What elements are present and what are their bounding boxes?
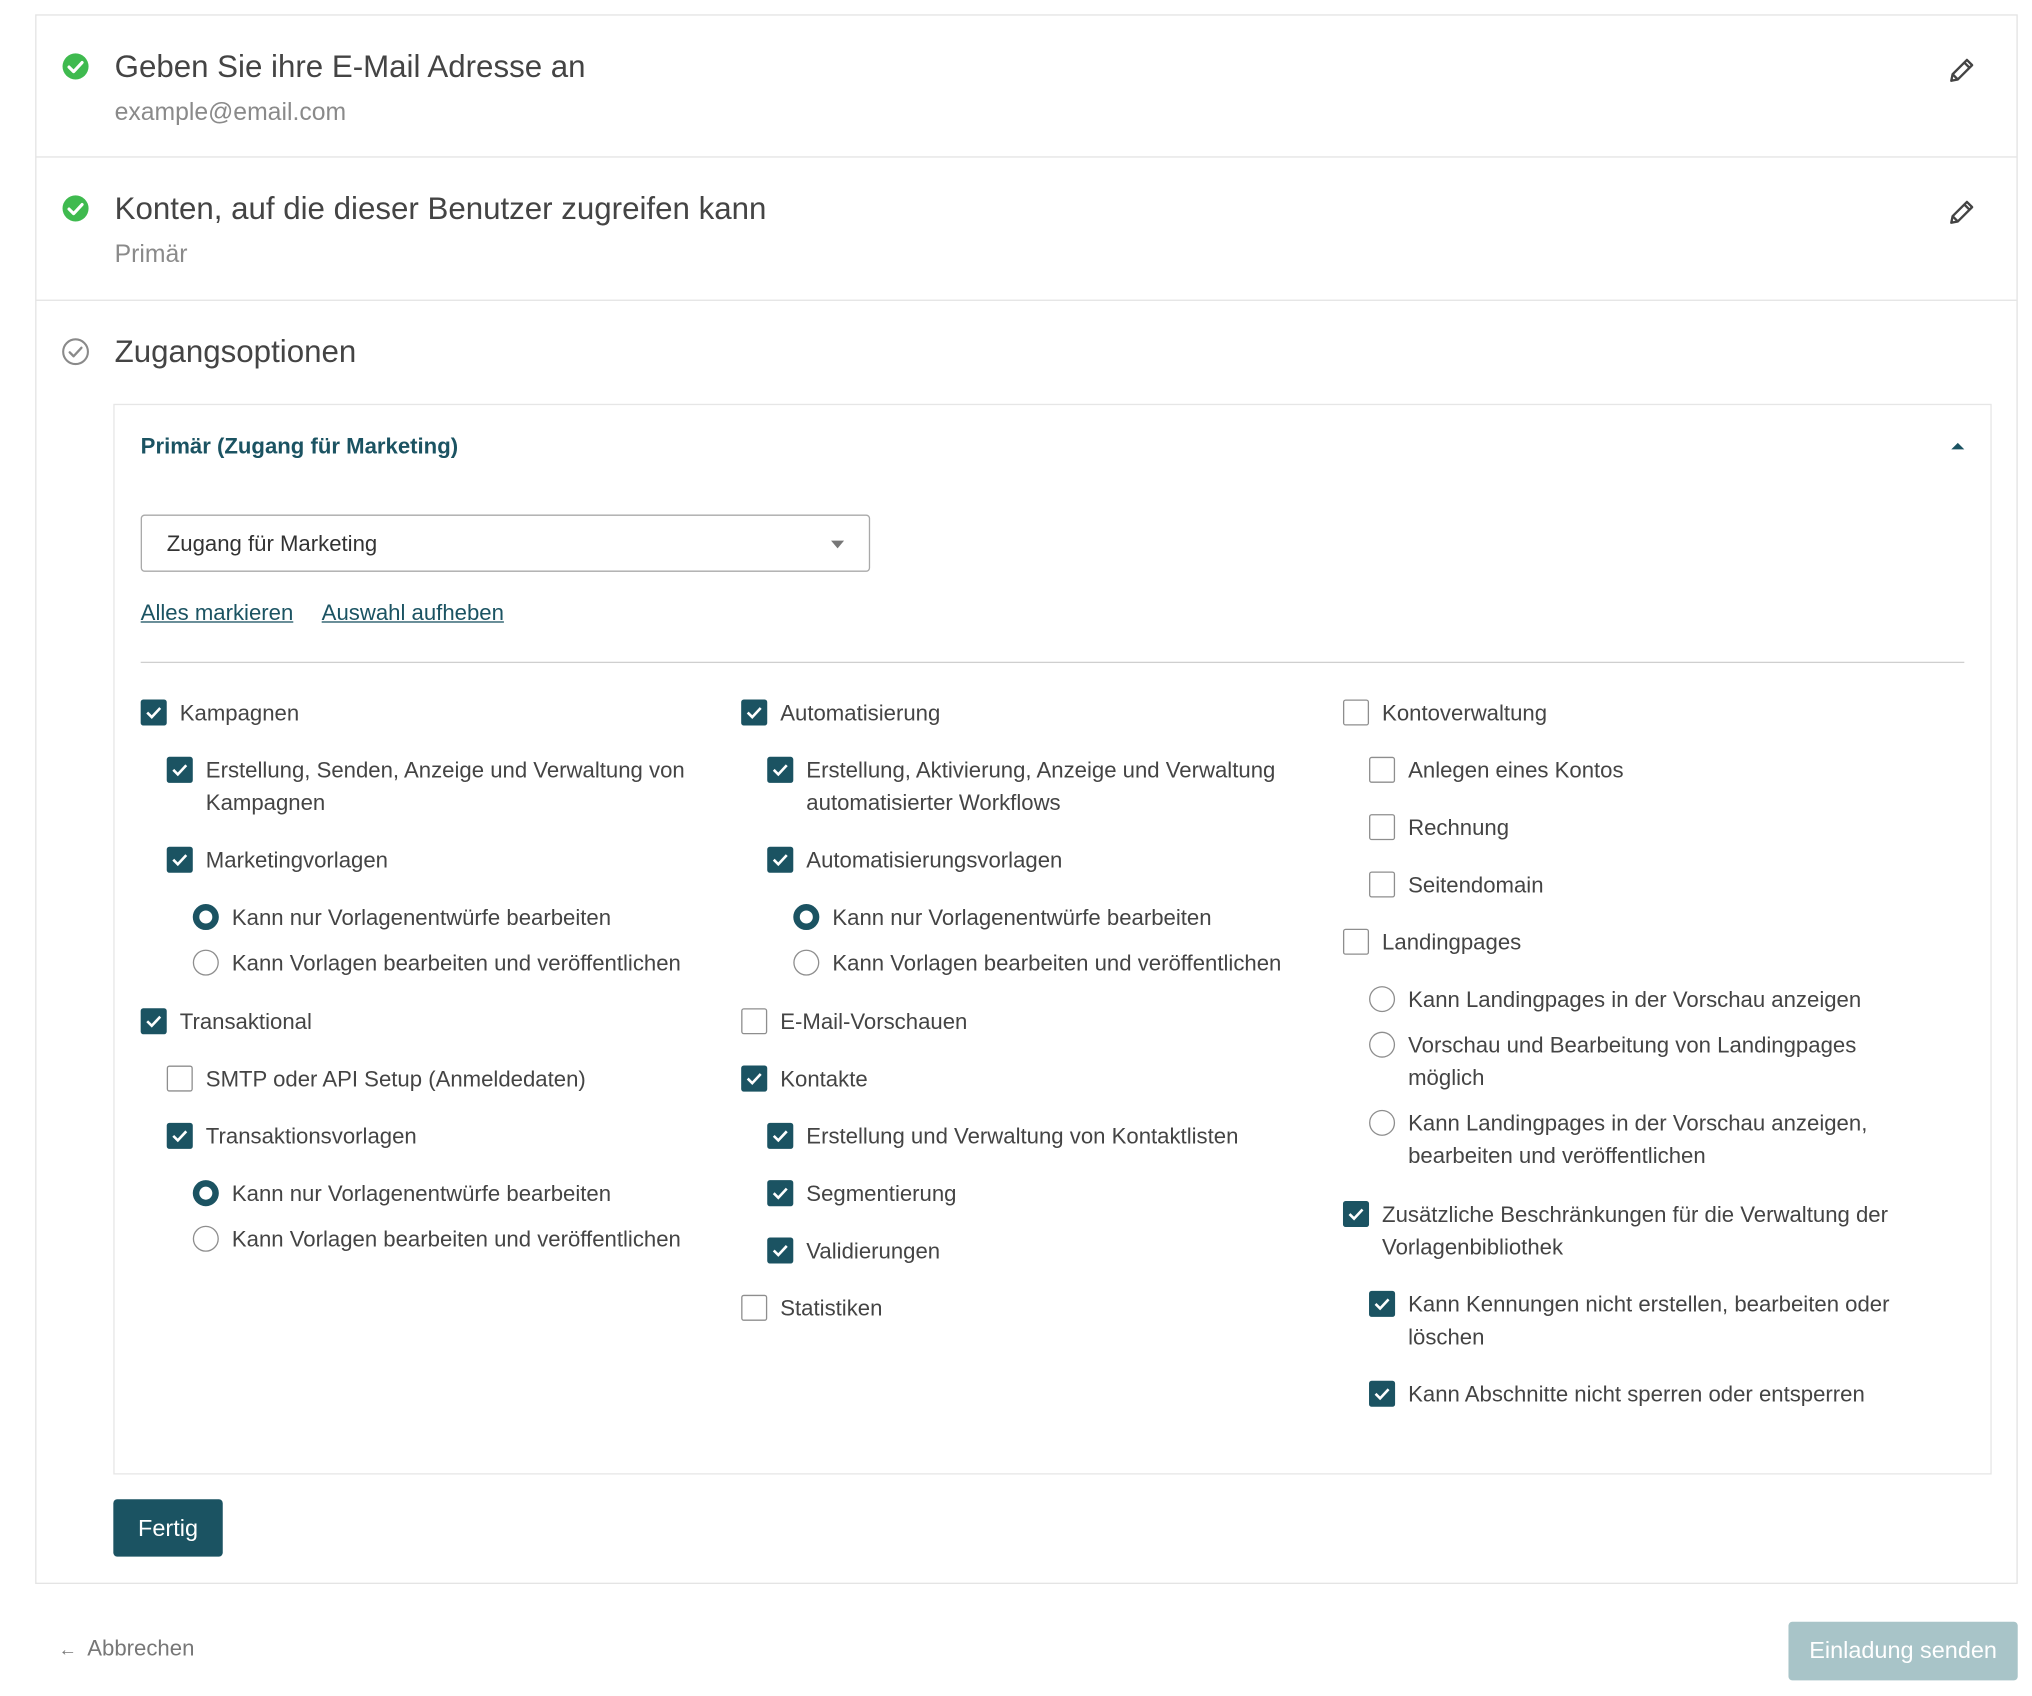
permission-label: SMTP oder API Setup (Anmeldedaten)	[205, 1066, 586, 1092]
permission-create-account	[1369, 754, 1929, 787]
pencil-icon[interactable]	[1946, 55, 1977, 86]
marketing-templates-drafts-option	[193, 901, 727, 934]
check-circle-icon	[61, 194, 90, 223]
cancel-label: Abbrechen	[87, 1636, 195, 1661]
publish-radio[interactable]	[193, 950, 219, 976]
option-label: Kann nur Vorlagenentwürfe bearbeiten	[231, 1181, 612, 1207]
option-label: Kann Landingpages in der Vorschau anzeigen, bearbeiten und veröffentlichen	[1408, 1111, 1868, 1169]
check-circle-icon	[61, 52, 90, 81]
option-label: Kann nur Vorlagenentwürfe bearbeiten	[832, 905, 1212, 931]
landingpages-edit-option	[1369, 1029, 1929, 1094]
step-accounts	[36, 158, 2016, 301]
landingpages-publish-option	[1369, 1107, 1929, 1172]
selection-links	[141, 600, 528, 626]
permission-label: Erstellung, Senden, Anzeige und Verwaltung von Kampagnen	[205, 758, 685, 816]
permissions-column-2	[741, 697, 1327, 1350]
invite-user-card	[35, 14, 2018, 1584]
landingpages-preview-option	[1369, 983, 1929, 1016]
select-value: Zugang für Marketing	[166, 531, 378, 557]
preview-radio[interactable]	[1369, 986, 1395, 1012]
drafts-radio[interactable]	[193, 904, 219, 930]
divider	[141, 662, 1965, 663]
option-label: Kann Vorlagen bearbeiten und veröffentlichen	[231, 950, 681, 976]
transactional-checkbox[interactable]	[141, 1008, 167, 1034]
marketing-templates-publish-option	[193, 947, 727, 980]
permission-label: Kontakte	[780, 1066, 868, 1092]
create-account-checkbox[interactable]	[1369, 757, 1395, 783]
permission-label: Anlegen eines Kontos	[1408, 758, 1624, 783]
option-label: Kann Vorlagen bearbeiten und veröffentlichen	[231, 1227, 681, 1252]
permission-label: Seitendomain	[1408, 872, 1544, 898]
permission-no-lock	[1369, 1378, 1929, 1411]
permission-label: Segmentierung	[806, 1181, 957, 1207]
transactional-templates-publish-option	[193, 1223, 727, 1256]
statistics-checkbox[interactable]	[741, 1295, 767, 1321]
panel-title: Primär (Zugang für Marketing)	[140, 433, 459, 459]
permission-campaigns	[141, 697, 727, 730]
permission-label: Transaktional	[179, 1009, 312, 1035]
transactional-templates-checkbox[interactable]	[167, 1123, 193, 1149]
permission-automation-create	[767, 754, 1327, 819]
step-value: Primär	[114, 240, 188, 269]
automation-templates-checkbox[interactable]	[767, 847, 793, 873]
permission-transactional-templates	[167, 1120, 727, 1153]
permissions-column-1	[141, 697, 727, 1269]
no-tags-checkbox[interactable]	[1369, 1291, 1395, 1317]
segmentation-checkbox[interactable]	[767, 1180, 793, 1206]
library-restrictions-checkbox[interactable]	[1343, 1201, 1369, 1227]
send-invitation-button[interactable]: Einladung senden	[1788, 1622, 2017, 1681]
publish-radio[interactable]	[793, 950, 819, 976]
publish-radio[interactable]	[1369, 1110, 1395, 1136]
automation-create-checkbox[interactable]	[767, 757, 793, 783]
contact-lists-checkbox[interactable]	[767, 1123, 793, 1149]
permission-label: Automatisierung	[780, 700, 941, 726]
permission-invoice	[1369, 812, 1929, 845]
edit-radio[interactable]	[1369, 1032, 1395, 1058]
automation-templates-drafts-option	[793, 901, 1327, 934]
permission-label: E-Mail-Vorschauen	[780, 1009, 968, 1035]
step-title: Konten, auf die dieser Benutzer zugreifen kann	[114, 191, 767, 227]
automation-checkbox[interactable]	[741, 699, 767, 725]
transactional-templates-drafts-option	[193, 1178, 727, 1211]
landingpages-checkbox[interactable]	[1343, 929, 1369, 955]
option-label: Kann nur Vorlagenentwürfe bearbeiten	[231, 905, 612, 931]
pencil-icon[interactable]	[1946, 197, 1977, 228]
deselect-link[interactable]: Auswahl aufheben	[321, 600, 504, 626]
site-domain-checkbox[interactable]	[1369, 871, 1395, 897]
validations-checkbox[interactable]	[767, 1237, 793, 1263]
access-panel	[113, 404, 1991, 1475]
permission-automation-templates	[767, 844, 1327, 877]
cancel-link[interactable]	[59, 1636, 195, 1662]
permission-contacts	[741, 1063, 1327, 1096]
permission-label: Zusätzliche Beschränkungen für die Verwaltung der Vorlagenbibliothek	[1382, 1202, 1888, 1260]
step-title: Geben Sie ihre E-Mail Adresse an	[114, 49, 586, 85]
email-previews-checkbox[interactable]	[741, 1008, 767, 1034]
option-label: Vorschau und Bearbeitung von Landingpages möglich	[1408, 1032, 1857, 1091]
permission-label: Statistiken	[780, 1296, 883, 1321]
permission-account-management	[1343, 697, 1929, 730]
permission-email-previews	[741, 1006, 1327, 1039]
permission-label: Erstellung, Aktivierung, Anzeige und Verwaltung automatisierter Workflows	[806, 758, 1276, 816]
permission-landingpages	[1343, 926, 1929, 959]
campaigns-create-checkbox[interactable]	[167, 757, 193, 783]
permission-label: Kann Kennungen nicht erstellen, bearbeiten oder löschen	[1408, 1292, 1890, 1350]
drafts-radio[interactable]	[793, 904, 819, 930]
permission-label: Rechnung	[1408, 815, 1510, 841]
permission-label: Transaktionsvorlagen	[205, 1124, 417, 1149]
permission-label: Automatisierungsvorlagen	[806, 847, 1063, 873]
permission-segmentation	[767, 1178, 1327, 1211]
permission-library-restrictions	[1343, 1198, 1929, 1263]
arrow-left-icon: ←	[58, 1638, 77, 1660]
permission-no-tags	[1369, 1288, 1929, 1353]
account-management-checkbox[interactable]	[1343, 699, 1369, 725]
permission-label: Kann Abschnitte nicht sperren oder entsperren	[1408, 1382, 1865, 1407]
permission-campaigns-create	[167, 754, 727, 819]
step-title: Zugangsoptionen	[114, 334, 357, 370]
permission-marketing-templates	[167, 844, 727, 877]
select-all-link[interactable]: Alles markieren	[140, 600, 294, 626]
permission-validations	[767, 1235, 1327, 1268]
permission-automation	[741, 697, 1327, 730]
permission-label: Kampagnen	[179, 700, 300, 726]
option-label: Kann Landingpages in der Vorschau anzeigen	[1408, 987, 1862, 1013]
invoice-checkbox[interactable]	[1369, 814, 1395, 840]
smtp-checkbox[interactable]	[167, 1066, 193, 1092]
permission-site-domain	[1369, 869, 1929, 902]
permission-transactional	[141, 1006, 727, 1039]
option-label: Kann Vorlagen bearbeiten und veröffentlichen	[832, 950, 1282, 976]
drafts-radio[interactable]	[193, 1180, 219, 1206]
caret-down-icon	[830, 539, 846, 549]
check-circle-outline-icon	[61, 337, 90, 366]
permission-contact-lists	[767, 1120, 1327, 1153]
chevron-up-icon[interactable]	[1949, 439, 1967, 452]
contacts-checkbox[interactable]	[741, 1066, 767, 1092]
permission-label: Kontoverwaltung	[1382, 700, 1548, 726]
done-button[interactable]: Fertig	[113, 1499, 222, 1556]
permission-smtp	[167, 1063, 727, 1096]
permissions-column-3	[1343, 697, 1929, 1436]
permission-label: Marketingvorlagen	[205, 847, 388, 873]
step-email	[36, 16, 2016, 158]
step-value: example@email.com	[114, 98, 347, 127]
access-level-select[interactable]	[141, 515, 870, 572]
marketing-templates-checkbox[interactable]	[167, 847, 193, 873]
campaigns-checkbox[interactable]	[141, 699, 167, 725]
permission-label: Validierungen	[806, 1238, 941, 1264]
permission-label: Erstellung und Verwaltung von Kontaktlisten	[806, 1124, 1239, 1149]
automation-templates-publish-option	[793, 947, 1327, 980]
no-lock-checkbox[interactable]	[1369, 1381, 1395, 1407]
publish-radio[interactable]	[193, 1226, 219, 1252]
permission-label: Landingpages	[1382, 930, 1522, 955]
permission-statistics	[741, 1292, 1327, 1325]
